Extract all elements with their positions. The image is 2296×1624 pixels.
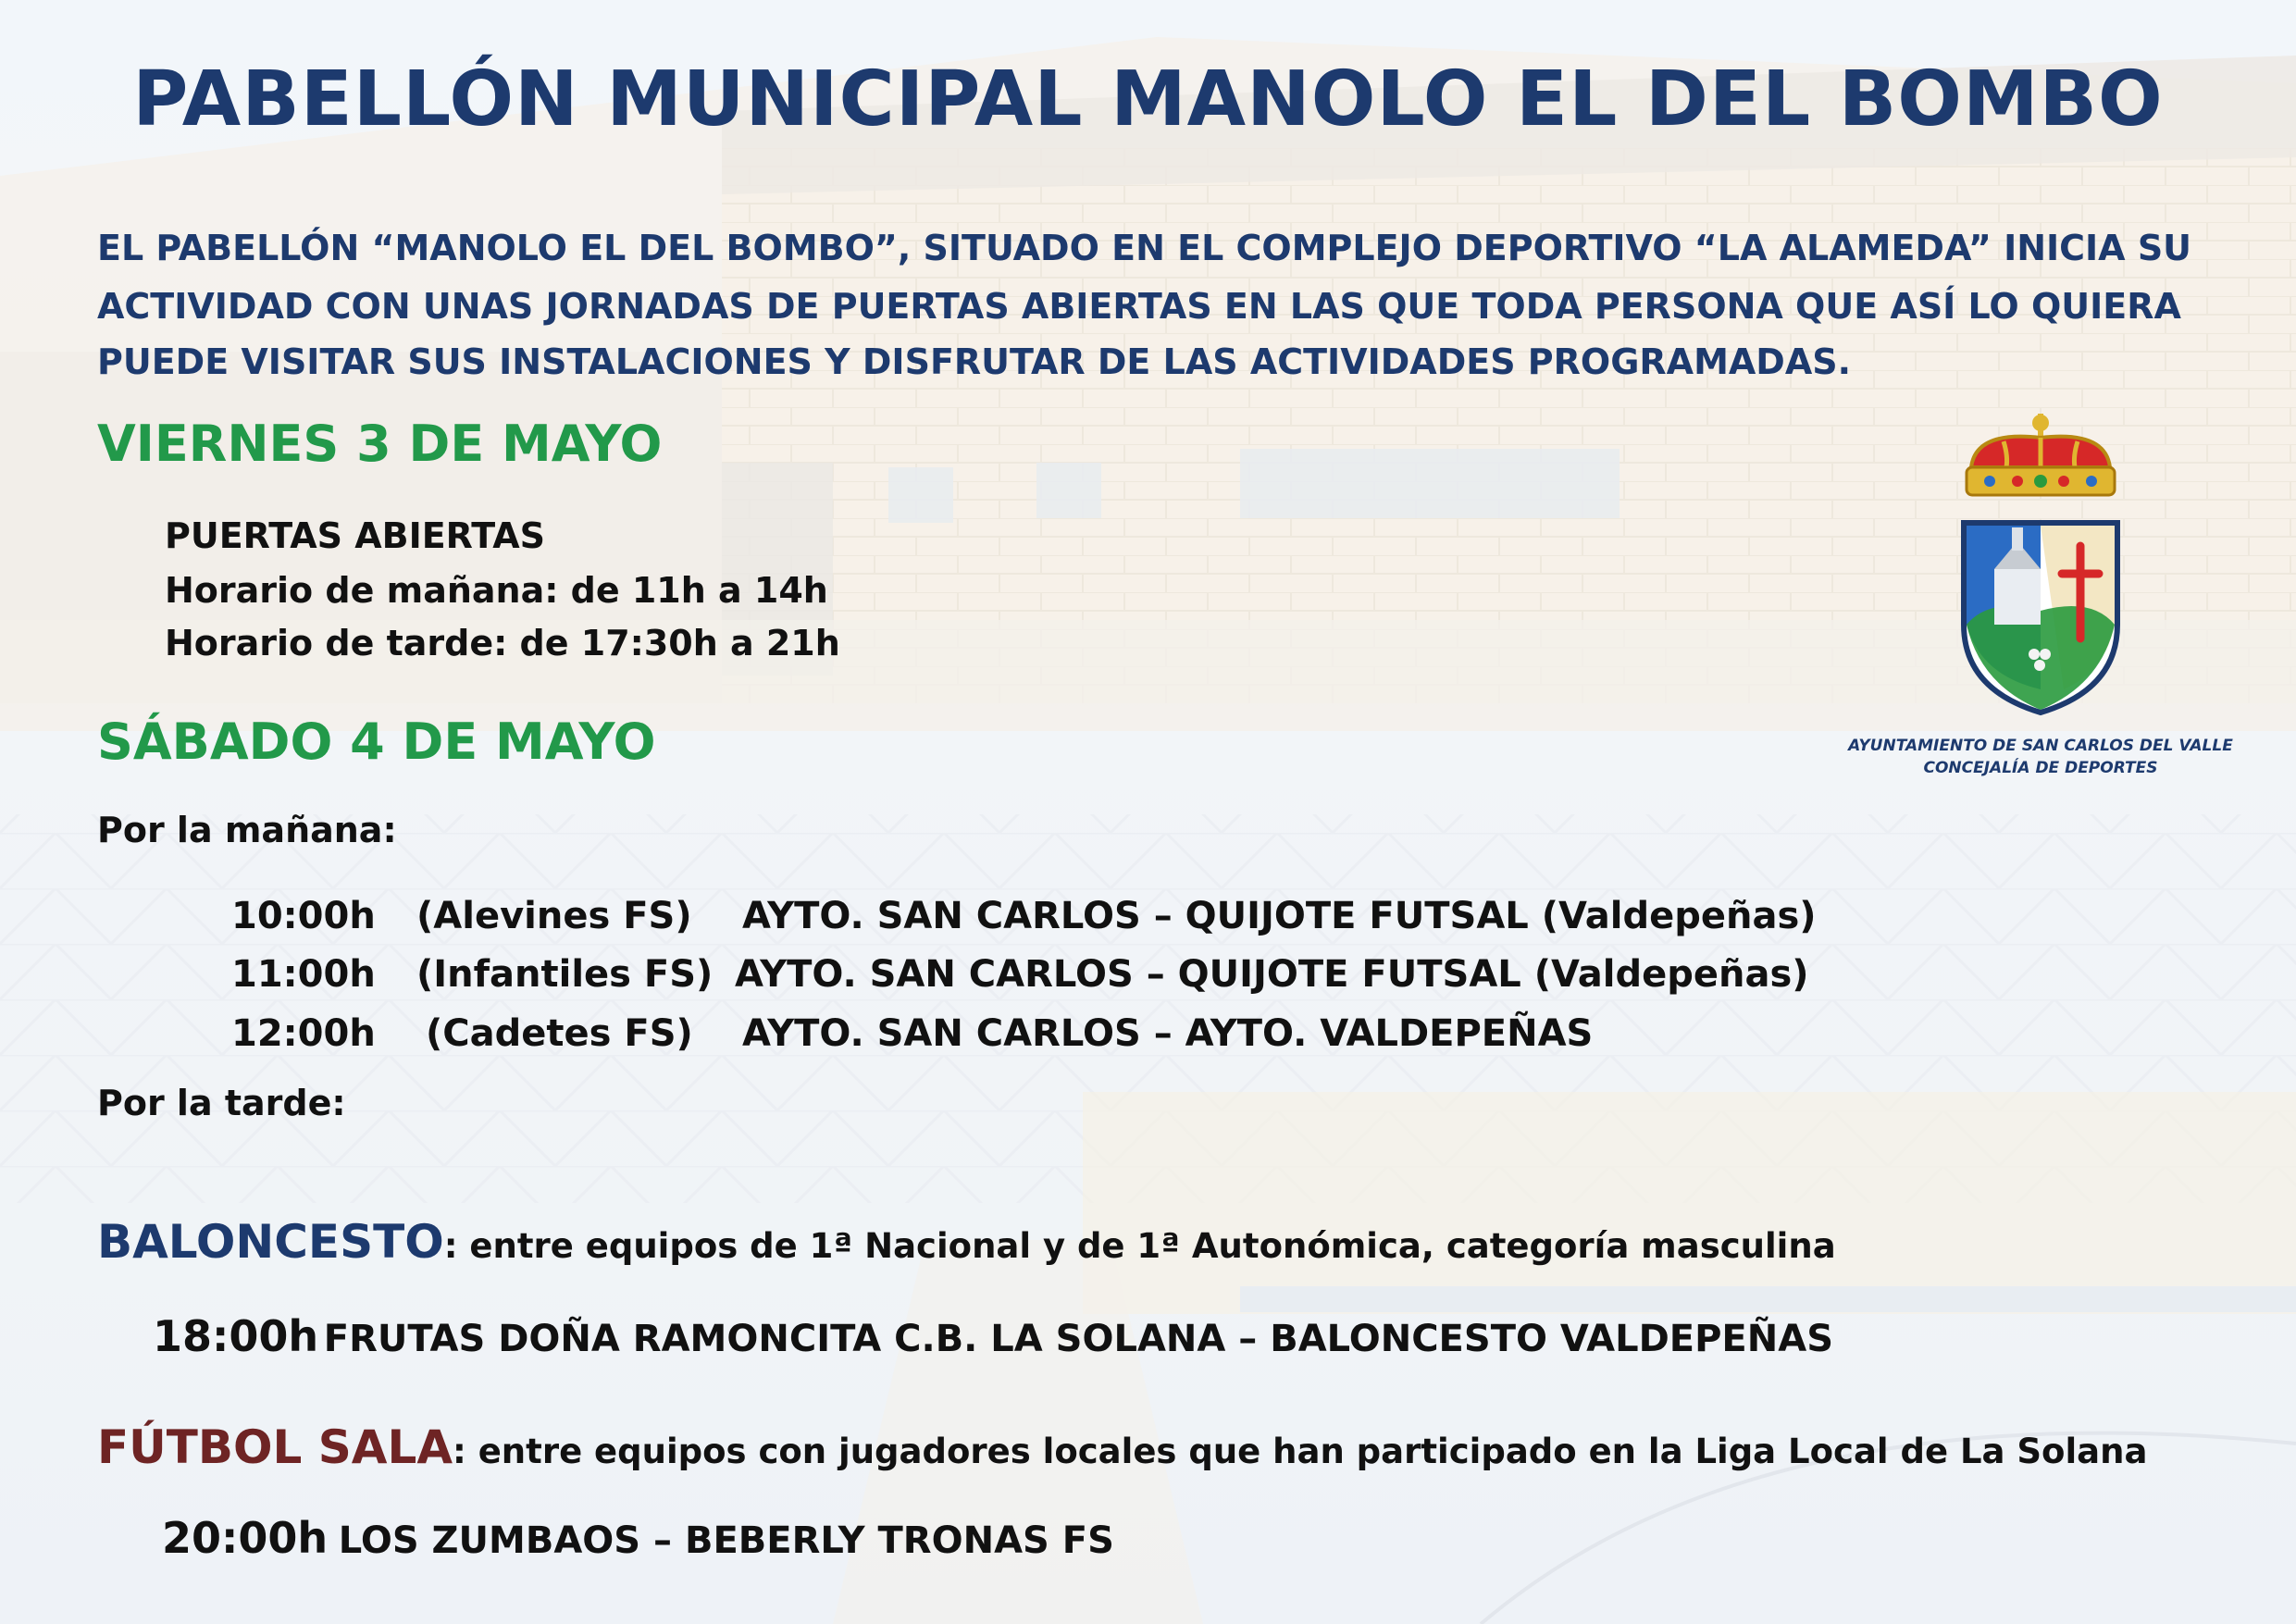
match-time: 20:00h: [162, 1513, 329, 1563]
match-category: (Alevines FS): [416, 895, 692, 937]
match-category: (Cadetes FS): [426, 1012, 693, 1055]
coat-of-arms-icon: [1953, 412, 2128, 717]
open-doors-label: PUERTAS ABIERTAS: [165, 515, 545, 556]
intro-line-1: EL PABELLÓN “MANOLO EL DEL BOMBO”, SITUADO EN EL COMPLEJO DEPORTIVO “LA ALAMEDA” INICIA SU: [97, 228, 2192, 268]
afternoon-label: Por la tarde:: [97, 1083, 346, 1123]
page-title: PABELLÓN MUNICIPAL MANOLO EL DEL BOMBO: [132, 56, 2164, 143]
match-row: [231, 1012, 1593, 1055]
basketball-desc: : entre equipos de 1ª Nacional y de 1ª Autonómica, categoría masculina: [443, 1226, 1836, 1266]
futsal-desc: : entre equipos con jugadores locales que han participado en la Liga Local de La Solana: [453, 1432, 2148, 1471]
match-teams: AYTO. SAN CARLOS – QUIJOTE FUTSAL (Valdepeñas): [735, 953, 1809, 996]
match-time: 10:00h: [231, 895, 376, 937]
futsal-line: [97, 1420, 2147, 1474]
morning-label: Por la mañana:: [97, 810, 397, 850]
morning-hours: Horario de mañana: de 11h a 14h: [165, 570, 828, 611]
match-row: [231, 895, 1817, 937]
saturday-heading: SÁBADO 4 DE MAYO: [97, 713, 656, 771]
match-teams: FRUTAS DOÑA RAMONCITA C.B. LA SOLANA – BALONCESTO VALDEPEÑAS: [323, 1318, 1833, 1360]
futsal-match: [162, 1513, 1114, 1563]
basketball-match: [153, 1311, 1833, 1361]
intro-line-3: PUEDE VISITAR SUS INSTALACIONES Y DISFRUTAR DE LAS ACTIVIDADES PROGRAMADAS.: [97, 341, 1852, 382]
match-teams: AYTO. SAN CARLOS – AYTO. VALDEPEÑAS: [742, 1012, 1594, 1055]
basketball-line: [97, 1215, 1836, 1269]
match-teams: LOS ZUMBAOS – BEBERLY TRONAS FS: [338, 1519, 1114, 1562]
match-time: 18:00h: [153, 1311, 319, 1361]
crest-caption-dept: CONCEJALÍA DE DEPORTES: [1923, 759, 2158, 777]
basketball-title: BALONCESTO: [97, 1215, 444, 1269]
afternoon-hours: Horario de tarde: de 17:30h a 21h: [165, 623, 840, 663]
crest-caption-town: AYUNTAMIENTO DE SAN CARLOS DEL VALLE: [1848, 737, 2233, 755]
match-category: (Infantiles FS): [416, 953, 714, 996]
friday-heading: VIERNES 3 DE MAYO: [97, 415, 663, 473]
intro-line-2: ACTIVIDAD CON UNAS JORNADAS DE PUERTAS ABIERTAS EN LAS QUE TODA PERSONA QUE ASÍ LO QUIERA: [97, 286, 2181, 327]
futsal-title: FÚTBOL SALA: [97, 1420, 453, 1474]
match-row: [231, 953, 1809, 996]
match-time: 12:00h: [231, 1012, 376, 1055]
match-time: 11:00h: [231, 953, 376, 996]
match-teams: AYTO. SAN CARLOS – QUIJOTE FUTSAL (Valdepeñas): [742, 895, 1817, 937]
